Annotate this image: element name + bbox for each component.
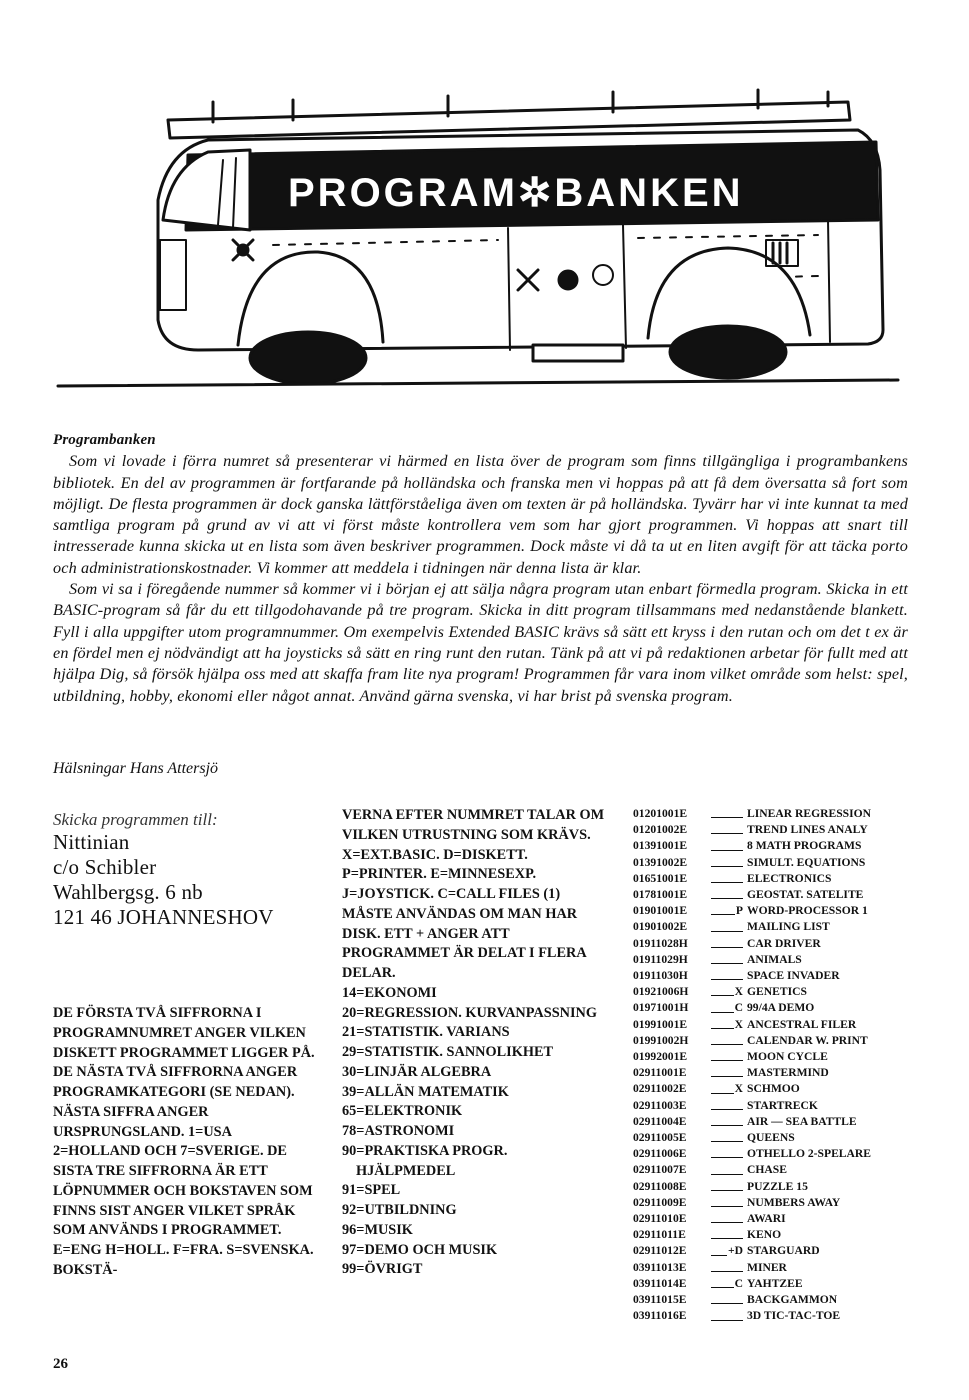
- program-row: [633, 1260, 933, 1276]
- program-name: PUZZLE 15: [747, 1179, 808, 1193]
- category-item: 14=EKONOMI: [342, 984, 437, 1001]
- category-item: 90=PRAKTISKA PROGR.: [342, 1142, 508, 1159]
- program-number: 02911012E: [633, 1244, 687, 1258]
- program-number: 03911014E: [633, 1276, 687, 1290]
- program-row: [633, 806, 933, 822]
- program-row: [633, 1162, 933, 1178]
- requirement-blank: [705, 871, 745, 887]
- requirement-blank: [705, 1033, 745, 1049]
- program-number: 01911030H: [633, 969, 688, 983]
- requirement-code: X: [734, 1081, 743, 1097]
- program-name: ELECTRONICS: [747, 871, 832, 885]
- legend-intro: VERNA EFTER NUMMRET TALAR OM VILKEN UTRUSTNING SOM KRÄVS. X=EXT.BASIC. D=DISKETT. P=PRINTER. E=MINNESEXP. J=JOYSTICK. C=CALL FILES (1) MÅSTE ANVÄNDAS OM MAN HAR DISK. ETT + ANGER ATT PROGRAMMET ÄR DELAT I FLERA DELAR.: [342, 807, 605, 981]
- requirement-blank: [705, 1227, 745, 1243]
- program-row: [633, 887, 933, 903]
- category-item: 21=STATISTIK. VARIANS: [342, 1024, 510, 1041]
- program-name: NUMBERS AWAY: [747, 1195, 841, 1209]
- blank-line: [711, 1320, 743, 1321]
- requirement-blank: [705, 968, 745, 984]
- blank-line: [711, 1125, 743, 1126]
- program-number: 02911003E: [633, 1098, 687, 1112]
- category-item: 20=REGRESSION. KURVANPASSNING: [342, 1004, 597, 1021]
- program-name: SCHMOO: [747, 1082, 800, 1096]
- category-item: 78=ASTRONOMI: [342, 1123, 455, 1139]
- address-line: c/o Schibler: [53, 855, 157, 879]
- program-row: [633, 1017, 933, 1033]
- program-row: [633, 822, 933, 838]
- blank-line: [711, 1238, 743, 1239]
- program-row: [633, 936, 933, 952]
- blank-line: [711, 1190, 743, 1191]
- category-item: 65=ELEKTRONIK: [342, 1103, 463, 1120]
- requirement-blank: [705, 1179, 745, 1195]
- requirement-blank: [705, 887, 745, 903]
- blank-line: [711, 963, 743, 964]
- address-column: [53, 810, 323, 1278]
- blank-line: [711, 947, 743, 948]
- category-item: 30=LINJÄR ALGEBRA: [342, 1063, 492, 1080]
- requirement-blank: [705, 1308, 745, 1324]
- program-name: ANCESTRAL FILER: [747, 1017, 857, 1031]
- program-name: WORD-PROCESSOR 1: [747, 904, 868, 918]
- article: [53, 430, 908, 707]
- program-row: [633, 1292, 933, 1308]
- requirement-blank: [705, 1049, 745, 1065]
- address-line: Wahlbergsg. 6 nb: [53, 880, 203, 904]
- category-item: 92=UTBILDNING: [342, 1202, 457, 1218]
- program-number: 02911006E: [633, 1147, 687, 1161]
- requirement-blank: [705, 936, 745, 952]
- program-name: CALENDAR W. PRINT: [747, 1033, 868, 1047]
- category-item: 97=DEMO OCH MUSIK: [342, 1241, 498, 1258]
- program-name: AWARI: [747, 1212, 786, 1226]
- category-item: 29=STATISTIK. SANNOLIKHET: [342, 1044, 554, 1060]
- requirement-blank: [705, 1000, 745, 1016]
- blank-line: [711, 1174, 743, 1175]
- blank-line: [711, 866, 743, 867]
- requirement-blank: [705, 984, 745, 1000]
- program-row: [633, 1098, 933, 1114]
- blank-line: [711, 979, 743, 980]
- requirement-blank: [705, 1130, 745, 1146]
- program-row: [633, 919, 933, 935]
- category-list: [342, 984, 612, 1280]
- program-number: 01901001E: [633, 904, 688, 918]
- address-line: 121 46 JOHANNESHOV: [53, 905, 274, 929]
- program-number: 01911029H: [633, 952, 688, 966]
- program-name: YAHTZEE: [747, 1276, 803, 1290]
- requirement-blank: [705, 1276, 745, 1292]
- blank-line: [711, 1157, 743, 1158]
- program-name: TREND LINES ANALY: [747, 823, 868, 837]
- category-item: 96=MUSIK: [342, 1221, 413, 1238]
- blank-line: [711, 1109, 743, 1110]
- program-row: [633, 968, 933, 984]
- blank-line: [711, 1044, 743, 1045]
- program-row: [633, 1130, 933, 1146]
- program-name: MASTERMIND: [747, 1066, 829, 1080]
- article-paragraph-1: Som vi lovade i förra numret så presenterar vi härmed en lista över de program som finns tillgängliga i programbankens bibliotek. En del av programmen är fortfarande på holländska och franska men vi hoppas på att få dem översatta så fort som möjligt. De flesta programmen är dock ganska lättförståeliga även om texten är på holländska. Tyvärr har vi inte kunnat ta med samtliga program på grund av vi att vi först måste kontrollera vem som har gjort programmen. Vi hoppas att snart till intresserade kunna skicka ut en lista som även beskriver programmen. Dock måste vi då ta ut en liten avgift för att täcka porto och administrationskostnader. Vi kommer att meddela i tidningen när denna lista är klar.: [53, 452, 908, 577]
- program-name: 8 MATH PROGRAMS: [747, 839, 862, 853]
- program-name: KENO: [747, 1228, 782, 1242]
- program-name: MINER: [747, 1260, 787, 1274]
- program-row: [633, 1276, 933, 1292]
- category-item: 99=ÖVRIGT: [342, 1261, 423, 1278]
- program-number: 03911016E: [633, 1309, 687, 1323]
- program-name: QUEENS: [747, 1131, 795, 1145]
- requirement-blank: [705, 919, 745, 935]
- program-row: [633, 1179, 933, 1195]
- program-number: 02911011E: [633, 1228, 686, 1242]
- blank-line: [711, 1076, 743, 1077]
- requirement-blank: [705, 806, 745, 822]
- program-number: 03911013E: [633, 1260, 687, 1274]
- program-row: [633, 1243, 933, 1259]
- program-number: 01391002E: [633, 855, 688, 869]
- bus-sign-text: PROGRAM✲BANKEN: [288, 171, 744, 215]
- program-row: [633, 838, 933, 854]
- blank-line: [711, 1141, 743, 1142]
- category-item: 39=ALLÄN MATEMATIK: [342, 1083, 509, 1100]
- requirement-code: C: [734, 1000, 743, 1016]
- program-row: [633, 1146, 933, 1162]
- program-name: BACKGAMMON: [747, 1293, 838, 1307]
- program-list: [633, 806, 933, 1325]
- blank-line: [711, 882, 743, 883]
- requirement-blank: [705, 1114, 745, 1130]
- program-row: [633, 952, 933, 968]
- program-number: 01391001E: [633, 839, 688, 853]
- program-name: CHASE: [747, 1163, 787, 1177]
- program-name: MOON CYCLE: [747, 1050, 828, 1064]
- requirement-blank: [705, 1292, 745, 1308]
- program-name: AIR — SEA BATTLE: [747, 1114, 857, 1128]
- program-row: [633, 855, 933, 871]
- blank-line: [711, 1206, 743, 1207]
- requirement-code: +D: [727, 1243, 743, 1259]
- program-number: 02911008E: [633, 1179, 687, 1193]
- blank-line: [711, 1303, 743, 1304]
- program-number: 01201001E: [633, 807, 688, 820]
- program-name: SPACE INVADER: [747, 969, 840, 983]
- program-number: 02911009E: [633, 1195, 687, 1209]
- blank-line: [711, 833, 743, 834]
- program-name: GENETICS: [747, 985, 807, 999]
- program-row: [633, 1195, 933, 1211]
- program-name: GEOSTAT. SATELITE: [747, 888, 864, 902]
- program-name: 99/4A DEMO: [747, 1001, 815, 1015]
- program-number: 01921006H: [633, 985, 689, 999]
- blank-line: [711, 1222, 743, 1223]
- requirement-code: X: [734, 984, 743, 1000]
- program-name: STARGUARD: [747, 1244, 820, 1258]
- program-name: SIMULT. EQUATIONS: [747, 855, 866, 869]
- program-row: [633, 1000, 933, 1016]
- program-number: 01901002E: [633, 920, 688, 934]
- requirement-blank: [705, 1211, 745, 1227]
- program-number: 01991002H: [633, 1033, 689, 1047]
- program-name: CAR DRIVER: [747, 936, 821, 950]
- program-name: 3D TIC-TAC-TOE: [747, 1309, 841, 1323]
- program-name: LINEAR REGRESSION: [747, 807, 872, 820]
- requirement-blank: [705, 1081, 745, 1097]
- program-number: 01991001E: [633, 1017, 688, 1031]
- program-row: [633, 1049, 933, 1065]
- requirement-blank: [705, 952, 745, 968]
- requirement-code: C: [734, 1276, 743, 1292]
- program-row: [633, 903, 933, 919]
- program-number: 01651001E: [633, 871, 688, 885]
- program-row: [633, 1081, 933, 1097]
- program-number: 02911001E: [633, 1066, 687, 1080]
- program-number: 01971001H: [633, 1001, 689, 1015]
- article-paragraph-2: Som vi sa i föregående nummer så kommer vi i början ej att sälja några program utan enbart förmedla program. Skicka in ett BASIC-program så får du ett tillgodohavande på tre program. Skicka in ditt program tillsammans med nedanstående blankett. Fyll i alla uppgifter utom programnummer. Om exempelvis Extended BASIC krävs så sätt ett kryss i den rutan och om det t ex är en fördel men ej nödvändigt att ha joysticks så sätt en ring runt den rutan. Tänk på att vi på redaktionen arbetar för fullt med att hjälpa Dig, så försök hjälpa oss med att skaffa fram lite nya program! Programmen får vara inom vilket område som helst: spel, utbildning, hobby, ekonomi eller något annat. Använd gärna svenska, vi har brist på svenska program.: [53, 580, 908, 705]
- program-row: [633, 1211, 933, 1227]
- program-number: 02911007E: [633, 1163, 687, 1177]
- requirement-blank: [705, 1146, 745, 1162]
- requirement-blank: [705, 1065, 745, 1081]
- page-number: 26: [53, 1356, 68, 1372]
- program-name: STARTRECK: [747, 1098, 818, 1112]
- program-number: 01911028H: [633, 936, 688, 950]
- program-row: [633, 1114, 933, 1130]
- category-item: HJÄLPMEDEL: [356, 1162, 456, 1179]
- requirement-code: P: [735, 903, 743, 919]
- program-number: 03911015E: [633, 1293, 687, 1307]
- blank-line: [711, 1060, 743, 1061]
- program-number: 02911004E: [633, 1114, 687, 1128]
- requirement-blank: [705, 855, 745, 871]
- blank-line: [711, 931, 743, 932]
- program-number: 02911002E: [633, 1082, 687, 1096]
- requirement-blank: [705, 838, 745, 854]
- signoff: Hälsningar Hans Attersjö: [53, 760, 219, 777]
- program-name: OTHELLO 2-SPELARE: [747, 1147, 872, 1161]
- program-row: [633, 1227, 933, 1243]
- program-row: [633, 984, 933, 1000]
- program-number: 01781001E: [633, 888, 688, 902]
- send-to-label: Skicka programmen till:: [53, 810, 218, 829]
- legend-column: [342, 806, 612, 1280]
- bus-illustration: [38, 80, 918, 400]
- requirement-blank: [705, 1195, 745, 1211]
- blank-line: [711, 817, 743, 818]
- program-row: [633, 871, 933, 887]
- requirement-blank: [705, 1098, 745, 1114]
- program-name: MAILING LIST: [747, 920, 830, 934]
- program-row: [633, 1065, 933, 1081]
- program-number: 01992001E: [633, 1050, 688, 1064]
- requirement-blank: [705, 903, 745, 919]
- program-number: 02911005E: [633, 1131, 687, 1145]
- requirement-code: X: [734, 1017, 743, 1033]
- requirement-blank: [705, 1260, 745, 1276]
- program-name: ANIMALS: [747, 952, 802, 966]
- program-row: [633, 1308, 933, 1324]
- requirement-blank: [705, 822, 745, 838]
- program-row: [633, 1033, 933, 1049]
- requirement-blank: [705, 1162, 745, 1178]
- blank-line: [711, 898, 743, 899]
- requirement-blank: [705, 1243, 745, 1259]
- category-item: 91=SPEL: [342, 1182, 401, 1199]
- blank-line: [711, 1271, 743, 1272]
- article-heading: Programbanken: [53, 432, 156, 448]
- program-number: 02911010E: [633, 1212, 687, 1226]
- requirement-blank: [705, 1017, 745, 1033]
- program-number: 01201002E: [633, 823, 688, 837]
- numbering-explanation: DE FÖRSTA TVÅ SIFFRORNA I PROGRAMNUMRET ANGER VILKEN DISKETT PROGRAMMET LIGGER PÅ. DE NÄSTA TVÅ SIFFRORNA ANGER PROGRAMKATEGORI (SE NEDAN). NÄSTA SIFFRA ANGER URSPRUNGSLAND. 1=USA 2=HOLLAND OCH 7=SVERIGE. DE SISTA TRE SIFFRORNA ÄR ETT LÖPNUMMER OCH BOKSTAVEN SOM FINNS SIST ANGER VILKET SPRÅK SOM ANVÄNDS I PROGRAMMET. E=ENG H=HOLL. F=FRA. S=SVENSKA. BOKSTÄ-: [53, 1005, 315, 1278]
- address-line: Nittinian: [53, 830, 130, 854]
- blank-line: [711, 850, 743, 851]
